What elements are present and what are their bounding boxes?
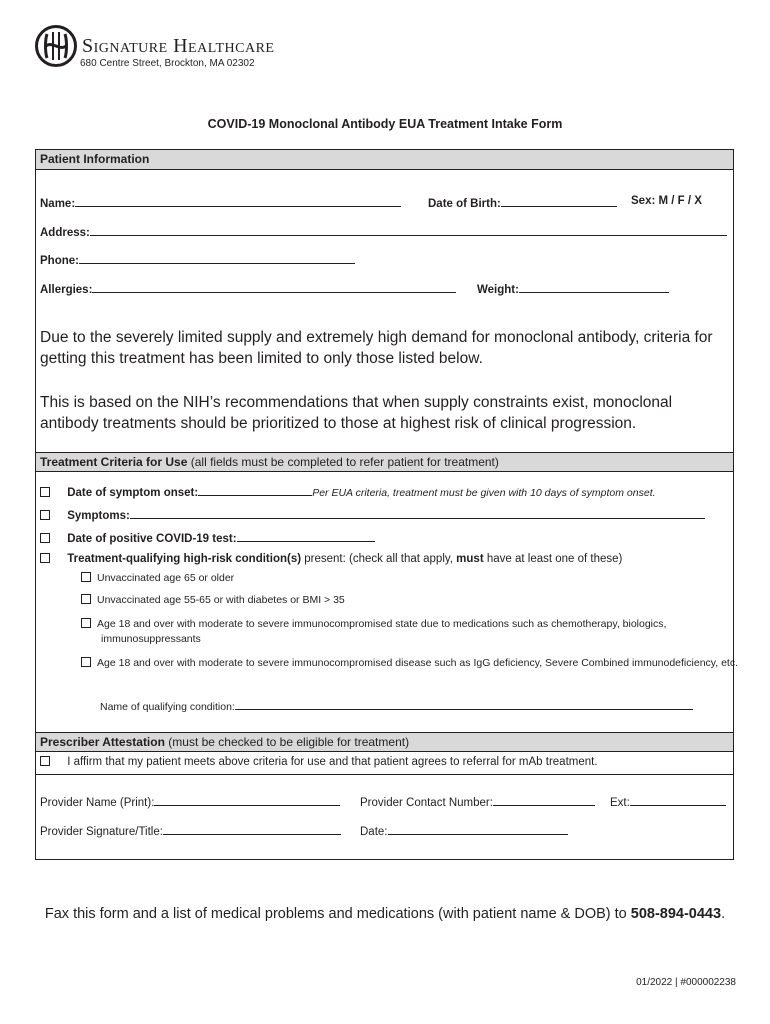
risk-row [40, 553, 622, 565]
form-box [35, 149, 739, 860]
prescriber-header [36, 732, 733, 752]
prescriber-heading-note: (must be checked to be eligible for treatment) [168, 735, 410, 749]
affirm-text: I affirm that my patient meets above criteria for use and that patient agrees to referral for mAb treatment. [67, 756, 598, 768]
affirm-row [40, 756, 598, 768]
weight-field[interactable] [477, 281, 669, 296]
risk-option-1-label: Unvaccinated age 65 or older [97, 572, 235, 584]
risk-option-1 [81, 572, 234, 584]
dob-label: Date of Birth: [428, 198, 501, 210]
sex-label: Sex: M / F / X [631, 195, 702, 207]
patient-info-header [36, 150, 733, 170]
criteria-heading: Treatment Criteria for Use [40, 455, 188, 469]
address-label: Address: [40, 227, 90, 239]
form-title: COVID-19 Monoclonal Antibody EUA Treatment Intake Form [207, 117, 563, 131]
condition-name-field[interactable] [100, 698, 693, 713]
date-field[interactable] [360, 823, 568, 838]
prescriber-divider [36, 774, 733, 775]
name-label: Name: [40, 198, 76, 210]
risk-option-1-checkbox[interactable] [81, 572, 91, 582]
risk-text-b: have at least one of these) [483, 553, 623, 565]
intro-paragraph-1: Due to the severely limited supply and extremely high demand for monoclonal antibody, criteria for getting this treatment has been limited to only those listed below. [40, 329, 713, 367]
risk-must: must [456, 553, 484, 565]
condition-name-label: Name of qualifying condition: [100, 701, 235, 713]
test-input[interactable] [237, 530, 375, 542]
affirm-checkbox[interactable] [40, 756, 50, 766]
date-label: Date: [360, 826, 388, 838]
risk-text-a: present: (check all that apply, [301, 553, 457, 565]
phone-label: Phone: [40, 255, 79, 267]
fax-number: 508-894-0443 [630, 906, 722, 922]
name-field[interactable] [40, 195, 401, 210]
provider-contact-field[interactable] [360, 794, 595, 809]
ext-label: Ext: [610, 797, 630, 809]
allergies-label: Allergies: [40, 284, 93, 296]
onset-input[interactable] [198, 484, 312, 496]
dob-field[interactable] [428, 195, 617, 210]
provider-contact-label: Provider Contact Number: [360, 797, 493, 809]
onset-checkbox[interactable] [40, 487, 50, 497]
phone-field[interactable] [40, 252, 355, 267]
risk-option-2-checkbox[interactable] [81, 594, 91, 604]
signature-healthcare-logo-icon [34, 24, 78, 68]
risk-option-2-label: Unvaccinated age 55-65 or with diabetes or BMI > 35 [97, 594, 345, 606]
onset-row [40, 484, 656, 499]
onset-label: Date of symptom onset: [67, 487, 199, 499]
risk-option-4-label: Age 18 and over with moderate to severe immunocompromised disease such as IgG deficiency, Severe Combined immunodeficiency, etc. [97, 657, 739, 669]
provider-signature-field[interactable] [40, 823, 341, 838]
ext-field[interactable] [610, 794, 726, 809]
symptoms-checkbox[interactable] [40, 510, 50, 520]
test-row [40, 530, 375, 545]
risk-checkbox[interactable] [40, 553, 50, 563]
risk-option-3 [81, 617, 741, 647]
test-checkbox[interactable] [40, 533, 50, 543]
risk-option-2 [81, 594, 345, 606]
weight-label: Weight: [477, 284, 519, 296]
provider-name-label: Provider Name (Print): [40, 797, 155, 809]
criteria-heading-note: (all fields must be completed to refer patient for treatment) [190, 455, 499, 469]
intro-paragraph-2: This is based on the NIH’s recommendations that when supply constraints exist, monoclonal antibody treatments should be prioritized to those at highest risk of clinical progression. [40, 394, 673, 432]
fax-instruction [0, 906, 770, 922]
fax-end: . [721, 906, 726, 922]
symptoms-input[interactable] [130, 507, 705, 519]
patient-info-heading: Patient Information [40, 152, 150, 166]
test-label: Date of positive COVID-19 test: [67, 533, 237, 545]
symptoms-row [40, 507, 705, 522]
brand-address: 680 Centre Street, Brockton, MA 02302 [80, 58, 255, 69]
provider-signature-label: Provider Signature/Title: [40, 826, 163, 838]
risk-option-4-checkbox[interactable] [81, 657, 91, 667]
criteria-header [36, 452, 733, 472]
address-field[interactable] [40, 224, 727, 239]
fax-text: Fax this form and a list of medical problems and medications (with patient name & DOB) to [44, 906, 631, 922]
sex-field[interactable] [631, 195, 702, 207]
provider-name-field[interactable] [40, 794, 340, 809]
symptoms-label: Symptoms: [67, 510, 130, 522]
risk-option-4 [81, 656, 741, 671]
form-footer-code: 01/2022 | #000002238 [636, 977, 736, 988]
risk-option-3-checkbox[interactable] [81, 618, 91, 628]
allergies-field[interactable] [40, 281, 456, 296]
onset-note: Per EUA criteria, treatment must be given with 10 days of symptom onset. [312, 487, 656, 499]
prescriber-heading: Prescriber Attestation [40, 735, 165, 749]
risk-label: Treatment-qualifying high-risk condition(s) [67, 553, 302, 565]
brand-name: Signature Healthcare [82, 35, 275, 57]
risk-option-3-label: Age 18 and over with moderate to severe immunocompromised state due to medications such as chemotherapy, biologics, immunosuppressants [97, 618, 667, 645]
